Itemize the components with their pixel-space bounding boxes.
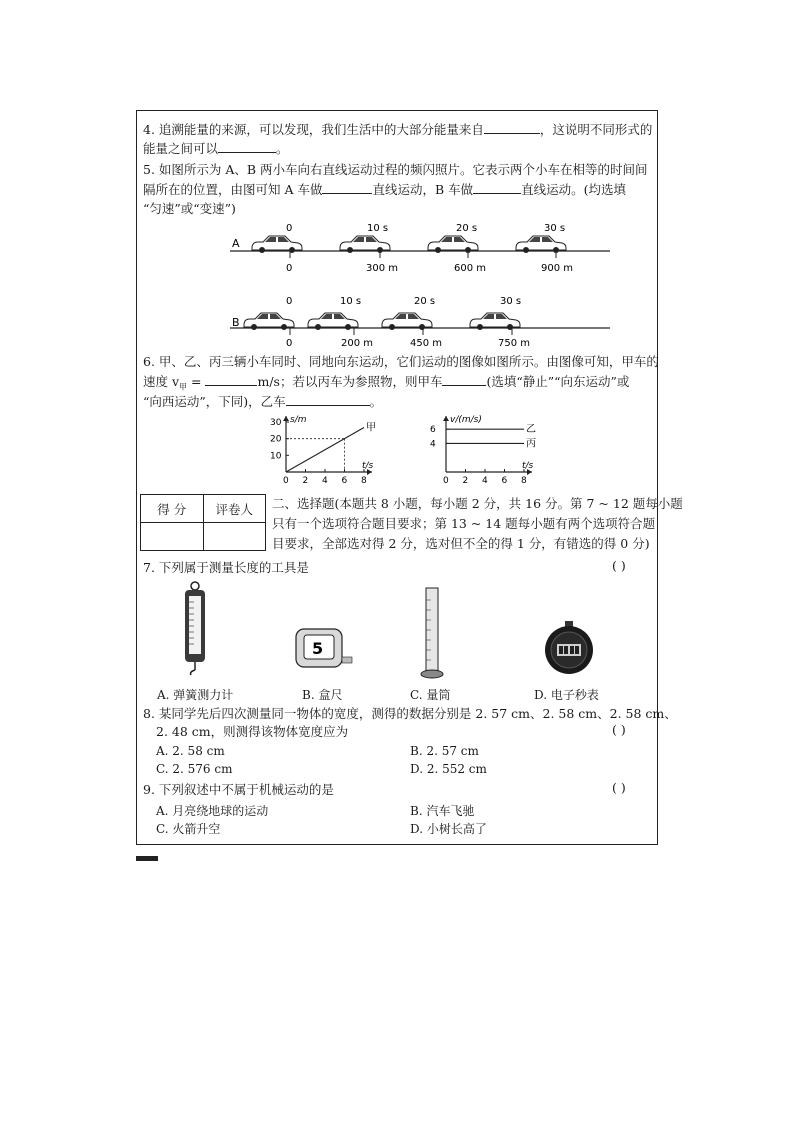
q6-subscript: 甲 [179,382,188,392]
q8-option-a[interactable]: A. 2. 58 cm [156,744,225,758]
car-a-1 [252,236,302,253]
track-a-time-0: 0 [286,223,293,234]
q6-text-f: 。 [369,394,383,409]
grader-header: 评卷人 [203,495,266,523]
track-a-pos-1: 300 m [366,263,399,274]
q5-text-c: 直线运动。(均选填 [521,182,627,197]
car-b-3 [382,313,432,330]
q6-blank-2[interactable] [442,373,486,386]
track-b-time-1: 10 s [340,296,362,307]
q9-option-c[interactable]: C. 火箭升空 [156,822,221,836]
q5-line1: 5. 如图所示为 A、B 两小车向右直线运动过程的频闪照片。它表示两个小车在相等的时间间 [143,162,648,177]
q8-option-b[interactable]: B. 2. 57 cm [410,744,479,758]
score-cell[interactable] [141,523,204,551]
q6-blank-1[interactable] [205,373,257,386]
track-a-label: A [232,237,240,250]
q6-blank-3[interactable] [286,393,370,406]
track-b-pos-1: 200 m [341,338,374,348]
st-x-tick-label-1: 2 [302,476,309,486]
st-x-tick-label-0: 0 [283,476,289,486]
q8-answer-paren[interactable]: ( ) [612,722,626,737]
track-a-pos-0: 0 [286,263,293,274]
q7-option-a[interactable]: A. 弹簧测力计 [157,688,234,702]
vt-y-tick-label-1: 6 [430,425,436,436]
q7-option-c[interactable]: C. 量筒 [410,688,451,702]
q5-motion-diagram [220,218,620,348]
vt-x-label: t/s [522,461,534,471]
track-b-time-0: 0 [286,296,293,307]
tape-measure-image [292,625,354,671]
grader-cell[interactable] [203,523,266,551]
track-a-pos-2: 600 m [454,263,487,274]
q5-line2 [143,180,626,199]
st-series-label-0: 甲 [366,422,376,434]
q9-option-b[interactable]: B. 汽车飞驰 [410,804,475,818]
vt-series-label-0: 乙 [526,424,536,436]
section2-line2: 只有一个选项符合题目要求；第 13 ~ 14 题每小题有两个选项符合题 [272,516,656,531]
st-y-tick-label-1: 20 [270,434,282,445]
st-x-tick-label-4: 8 [361,476,367,486]
vt-x-tick-label-3: 6 [501,476,508,486]
q4-blank-1[interactable] [484,121,540,134]
st-y-arrow [283,416,289,421]
q5-text-b: 直线运动，B 车做 [372,182,474,197]
st-y-tick-label-2: 30 [270,418,282,428]
vt-x-tick-label-4: 8 [521,476,527,486]
graduated-cylinder-image [420,586,444,680]
q4-text-b: ，这说明不同形式的 [539,122,653,137]
q7-option-d[interactable]: D. 电子秒表 [534,688,599,702]
score-table [140,494,266,551]
track-b-pos-0: 0 [286,338,293,348]
q9-option-a[interactable]: A. 月亮绕地球的运动 [156,804,269,818]
track-b-label: B [232,316,240,329]
track-b-time-3: 30 s [500,296,522,307]
q6-text-b: = [187,374,206,389]
q4-text-a: 4. 追溯能量的来源，可以发现，我们生活中的大部分能量来自 [143,122,484,137]
vt-y-tick-label-0: 4 [430,439,436,450]
q7-answer-paren[interactable]: ( ) [612,558,626,573]
track-b-pos-2: 450 m [410,338,443,348]
vt-x-tick-label-1: 2 [462,476,469,486]
track-a-pos-3: 900 m [541,263,574,274]
q4-text-c: 能量之间可以 [143,141,219,156]
q6-text-e: “向西运动”，下同)，乙车 [143,394,286,409]
section2-line3: 目要求，全部选对得 2 分，选对但不全的得 1 分，有错选的得 0 分) [272,536,650,551]
q4-line2 [143,139,289,158]
track-a-time-1: 10 s [367,223,389,234]
q9-stem: 9. 下列叙述中不属于机械运动的是 [143,782,334,797]
car-b-4 [470,313,520,330]
st-series-0 [286,428,364,473]
car-a-4 [516,236,566,253]
car-a-2 [340,236,390,253]
st-x-tick-label-3: 6 [341,476,348,486]
stopwatch-image [541,620,597,676]
q8-line1: 8. 某同学先后四次测量同一物体的宽度，测得的数据分别是 2. 57 cm、2. 58 cm、2. 58 cm、 [143,706,677,721]
q5-blank-a[interactable] [322,181,372,194]
car-b-2 [308,313,358,330]
v-t-graph [422,408,552,490]
q9-answer-paren[interactable]: ( ) [612,780,626,795]
track-a-marks [290,251,556,258]
section2-line1: 二、选择题(本题共 8 小题，每小题 2 分，共 16 分。第 7 ~ 12 题每小题 [272,496,683,511]
vt-y-arrow [443,416,449,421]
st-x-label: t/s [362,461,374,471]
q6-text-a: 速度 v [143,374,180,389]
st-y-tick-label-0: 10 [270,451,282,462]
q4-blank-2[interactable] [218,140,276,153]
track-b-pos-3: 750 m [498,338,531,348]
q4-line1 [143,120,652,139]
q4-text-d: 。 [276,141,289,156]
score-header: 得 分 [141,495,204,523]
st-x-tick-label-2: 4 [322,476,328,486]
q6-line1: 6. 甲、乙、丙三辆小车同时、同地向东运动，它们运动的图像如图所示。由图像可知，甲车的 [143,354,659,369]
spring-scale-image [175,580,215,676]
q6-text-c: m/s；若以丙车为参照物，则甲车 [257,374,443,389]
vt-y-label: v/(m/s) [450,415,482,425]
car-b-1 [244,313,294,330]
page-footer-bar [136,856,158,861]
q8-line2: 2. 48 cm，则测得该物体宽度应为 [156,724,349,739]
track-b-time-2: 20 s [414,296,436,307]
st-y-label: s/m [290,415,307,425]
track-a-time-2: 20 s [456,223,478,234]
vt-x-tick-label-2: 4 [482,476,488,486]
track-a-time-3: 30 s [544,223,566,234]
q8-option-c[interactable]: C. 2. 576 cm [156,762,233,776]
vt-series-label-1: 丙 [526,438,536,450]
car-a-3 [428,236,478,253]
tape-display-number: 5 [312,639,324,658]
q5-line3: “匀速”或“变速”) [143,201,236,216]
q9-option-d[interactable]: D. 小树长高了 [410,822,487,836]
vt-x-tick-label-0: 0 [443,476,449,486]
q5-text-a: 隔所在的位置，由图可知 A 车做 [143,182,323,197]
s-t-graph [262,408,392,490]
q8-option-d[interactable]: D. 2. 552 cm [410,762,487,776]
q5-blank-b[interactable] [473,181,521,194]
q7-stem: 7. 下列属于测量长度的工具是 [143,560,309,575]
q7-option-b[interactable]: B. 盒尺 [302,688,343,702]
q6-text-d: (选填“静止”“向东运动”或 [486,374,630,389]
